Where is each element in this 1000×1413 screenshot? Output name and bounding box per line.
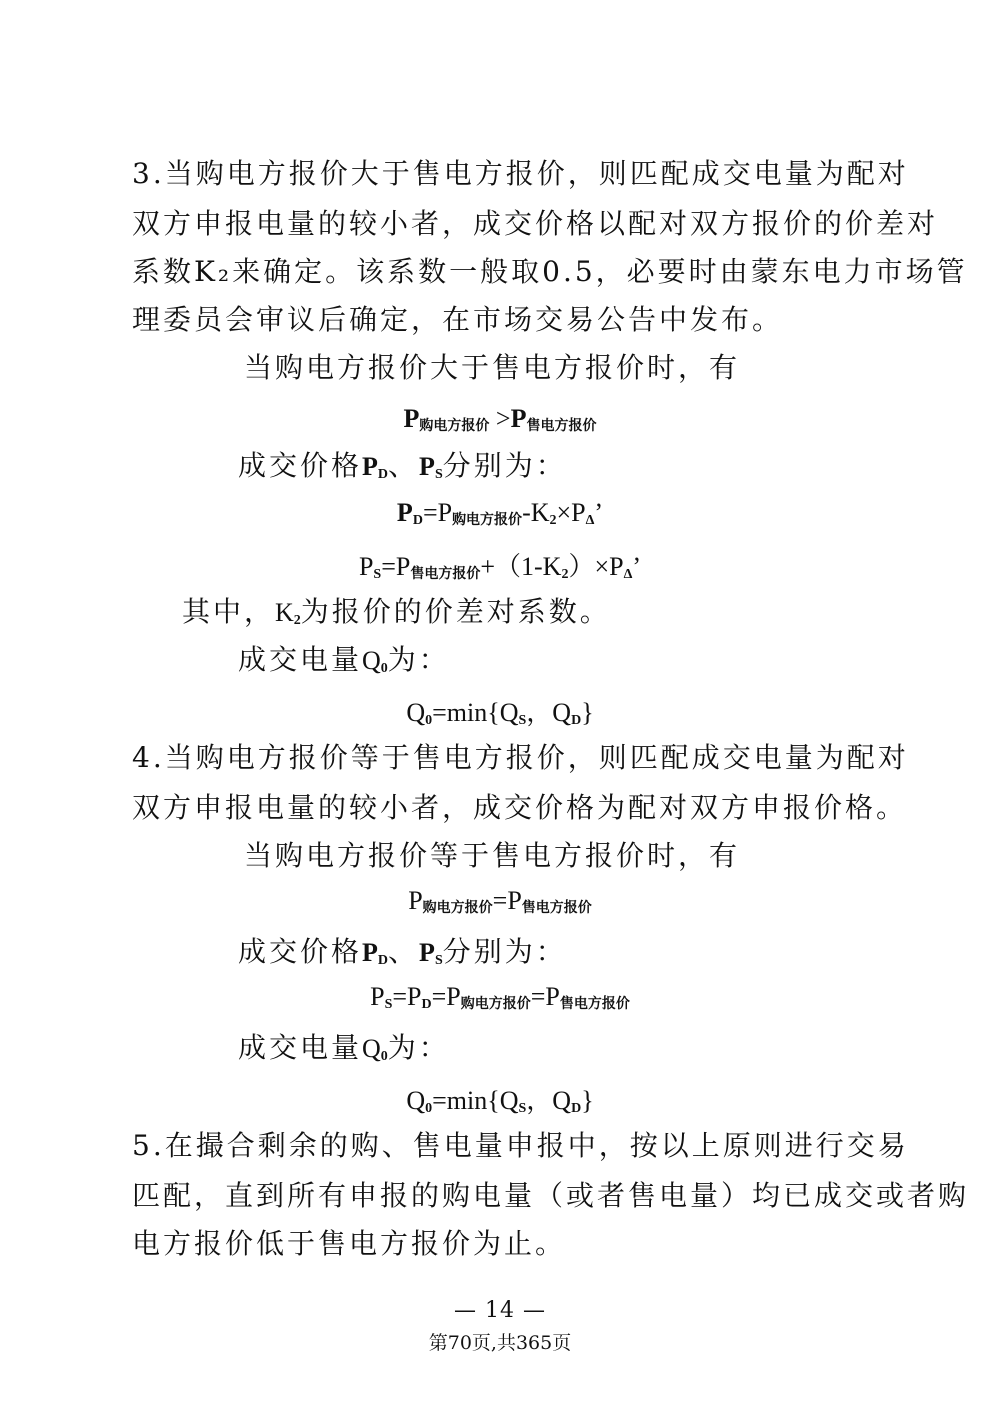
paragraph-4-line-2: 双方申报电量的较小者，成交价格为配对双方申报价格。 (132, 791, 908, 824)
paragraph-4-line-1: 4.当购电方报价等于售电方报价，则匹配成交电量为配对 (132, 741, 909, 774)
paragraph-3-qty-intro: 成交电量$Q_0$为： (238, 643, 450, 676)
paragraph-4-qty-intro: 成交电量$Q_0$为： (238, 1031, 450, 1064)
page-number: — 14 — (454, 1298, 546, 1323)
formula-2: $P_D=P$购电方报价$-K_2\times P_\Delta$’ (396, 498, 604, 528)
paragraph-3-line-4: 理委员会审议后确定，在市场交易公告中发布。 (132, 303, 784, 336)
paragraph-5-line-2: 匹配，直到所有申报的购电量（或者售电量）均已成交或者购 (132, 1179, 970, 1212)
formula-7: $Q_0=\min\{Q_S$，$Q_D$} (406, 1086, 594, 1116)
paragraph-3-price-intro: 成交价格$P_D$、$P_S$分别为： (238, 449, 567, 482)
paragraph-5-line-1: 5.在撮合剩余的购、售电量申报中，按以上原则进行交易 (132, 1129, 909, 1162)
formula-6: $P_S=P_D=P$购电方报价=P售电方报价 (370, 982, 630, 1012)
paragraph-3-line-2: 双方申报电量的较小者，成交价格以配对双方报价的价差对 (132, 207, 939, 240)
paragraph-3-condition: 当购电方报价大于售电方报价时，有 (244, 351, 741, 384)
formula-3: $P_S=P$售电方报价$+(1-K_2)\times P_\Delta$’ (358, 552, 642, 582)
paragraph-3-line-3: 系数K₂来确定。该系数一般取0.5，必要时由蒙东电力市场管 (132, 255, 968, 288)
paragraph-3-line-1: 3.当购电方报价大于售电方报价，则匹配成交电量为配对 (132, 157, 909, 190)
paragraph-3-k2-note: 其中，$K_2$为报价的价差对系数。 (182, 595, 611, 628)
paragraph-4-condition: 当购电方报价等于售电方报价时，有 (244, 839, 741, 872)
formula-4: $Q_0=\min\{Q_S$，$Q_D$} (406, 698, 594, 728)
paragraph-5-line-3: 电方报价低于售电方报价为止。 (132, 1227, 567, 1260)
page-count: 第70页,共365页 (428, 1332, 572, 1354)
paragraph-4-price-intro: 成交价格$P_D$、$P_S$分别为： (238, 935, 567, 968)
formula-5: P购电方报价=P售电方报价 (408, 886, 592, 916)
formula-1: P购电方报价 >P售电方报价 (403, 404, 597, 434)
